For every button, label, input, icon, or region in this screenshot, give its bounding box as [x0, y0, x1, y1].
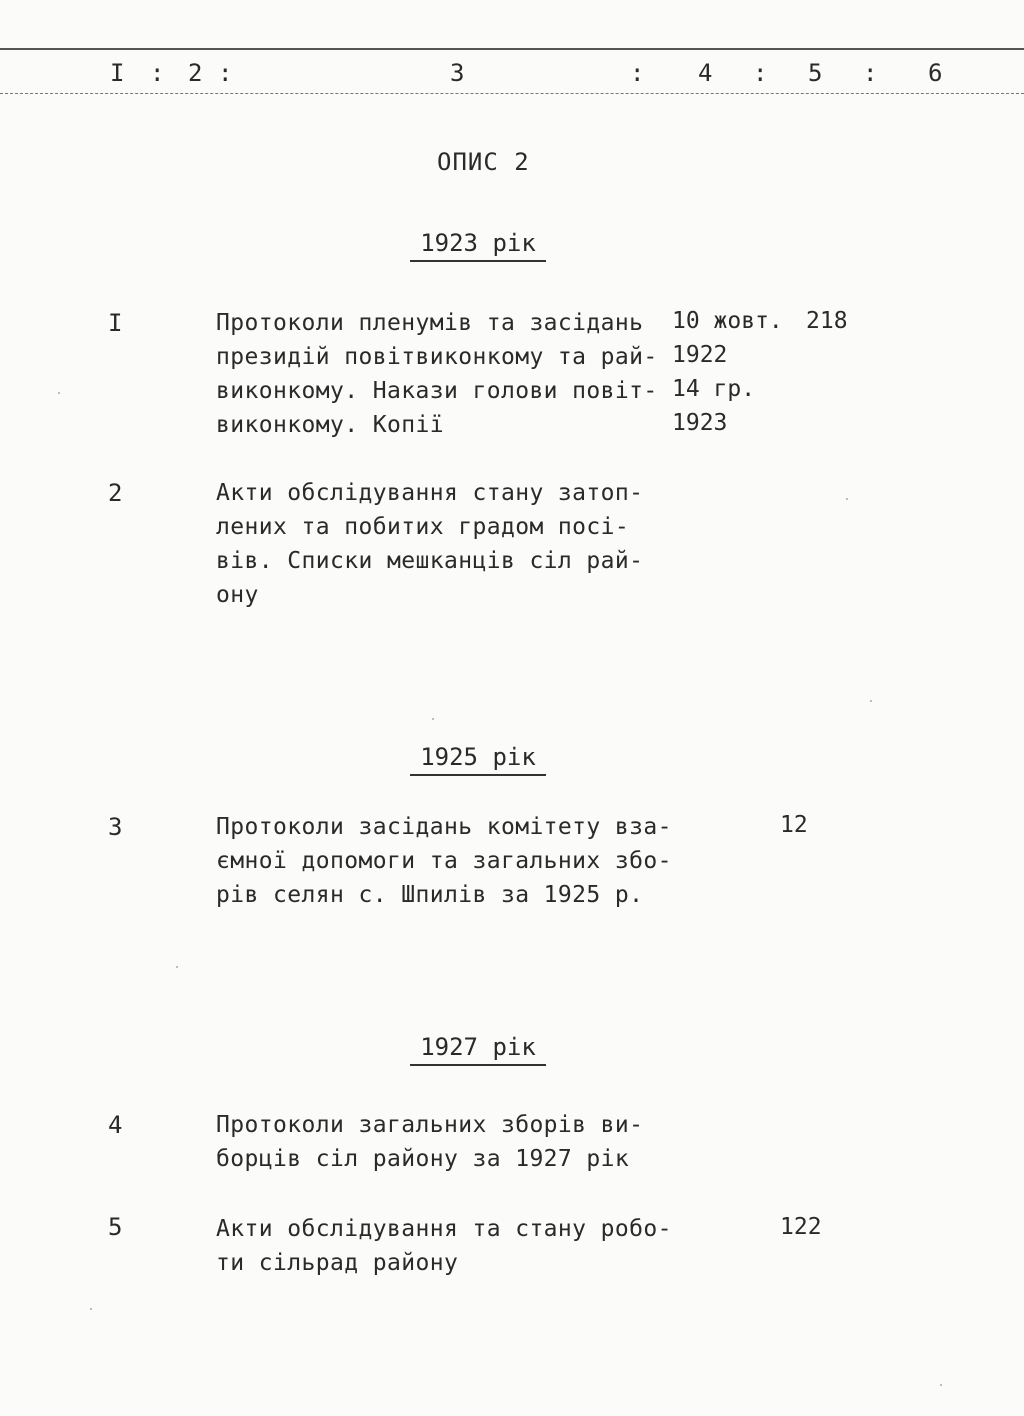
- header-col-6: 6: [928, 59, 943, 87]
- scan-speck: [176, 966, 178, 968]
- item-number: 5: [108, 1213, 123, 1241]
- inventory-title: ОПИС 2: [437, 148, 530, 176]
- header-separator: :: [150, 59, 165, 87]
- header-col-2: 2: [188, 59, 203, 87]
- item-number: I: [108, 309, 123, 337]
- scan-speck: [870, 700, 872, 702]
- scan-speck: [846, 498, 848, 500]
- item-description: Протоколи пленумів та засідань президій повітвиконкому та рай- виконкому. Накази голови повіт- виконкому. Копії: [216, 310, 658, 438]
- item-description: Протоколи загальних зборів ви- борців сіл району за 1927 рік: [216, 1112, 644, 1172]
- item-description: Протоколи засідань комітету вза- ємної допомоги та загальних збо- рів селян с. Шпилів за 1925 р.: [216, 814, 672, 908]
- header-separator: :: [218, 59, 233, 87]
- item-sheet-count: 12: [780, 812, 808, 838]
- scan-speck: [940, 1384, 942, 1386]
- item-sheet-count: 218: [806, 308, 848, 334]
- header-separator: :: [630, 59, 645, 87]
- section-year-heading: 1923 рік: [410, 228, 546, 262]
- item-number: 3: [108, 813, 123, 841]
- item-description: Акти обслідування стану затоп- лених та побитих градом посі- вів. Списки мешканців сіл рай- ону: [216, 480, 644, 608]
- item-number: 4: [108, 1111, 123, 1139]
- section-year-heading: 1925 рік: [410, 742, 546, 776]
- header-col-5: 5: [808, 59, 823, 87]
- scan-speck: [90, 1308, 92, 1310]
- item-dates: 10 жовт. 1922 14 гр. 1923: [672, 308, 783, 436]
- header-top-rule: [0, 48, 1024, 50]
- header-col-1: I: [110, 59, 125, 87]
- header-separator: :: [863, 59, 878, 87]
- scan-speck: [58, 392, 60, 394]
- header-bottom-rule: [0, 93, 1024, 94]
- scan-speck: [432, 718, 434, 720]
- item-number: 2: [108, 479, 123, 507]
- section-year-heading: 1927 рік: [410, 1032, 546, 1066]
- header-separator: :: [753, 59, 768, 87]
- item-description: Акти обслідування та стану робо- ти сільрад району: [216, 1216, 672, 1276]
- item-sheet-count: 122: [780, 1214, 822, 1240]
- header-col-4: 4: [698, 59, 713, 87]
- header-col-3: 3: [450, 59, 465, 87]
